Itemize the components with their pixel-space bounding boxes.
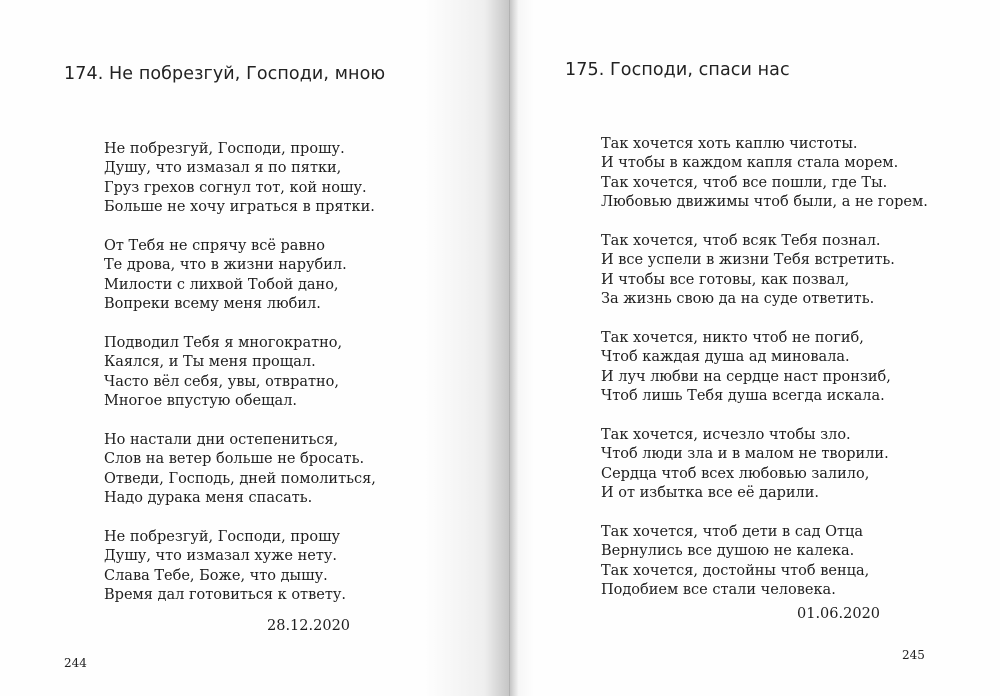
poem-body [104,140,376,606]
stanza [104,431,376,509]
poem-date: 28.12.2020 [267,618,351,634]
poem-line: Слов на ветер больше не бросать. [104,451,365,468]
poem-line: Так хочется, чтоб все пошли, где Ты. [601,174,888,191]
left-page [0,0,492,696]
stanza [601,426,928,504]
poem-line: Подводил Тебя я многократно, [104,335,343,352]
stanza [104,140,376,218]
poem-title: 174. Не побрезгуй, Господи, мною [64,64,386,84]
poem-line: Так хочется, исчезло чтобы зло. [601,427,851,444]
poem-line: Вернулись все душою не калека. [601,543,855,560]
poem-line: Не побрезгуй, Господи, прошу [104,529,341,546]
poem-line: Любовью движимы чтоб были, а не горем. [601,194,928,211]
page-number: 245 [902,648,925,662]
poem-line: Но настали дни остепениться, [104,432,339,449]
poem-line: Так хочется, достойны чтоб венца, [601,562,870,579]
poem-line: Многое впустую обещал. [104,393,298,410]
poem-line: Не побрезгуй, Господи, прошу. [104,141,345,157]
poem-line: Вопреки всему меня любил. [104,296,321,313]
poem-line: И от избытка все её дарили. [601,485,820,502]
poem-title: 175. Господи, спаси нас [565,60,790,80]
poem-line: От Тебя не спрячу всё равно [104,238,326,255]
poem-line: Груз грехов согнул тот, кой ношу. [104,179,367,196]
stanza [601,135,928,213]
poem-line: Так хочется, чтоб всяк Тебя познал. [601,233,881,250]
poem-line: Подобием все стали человека. [601,582,836,599]
poem-line: Больше не хочу играться в прятки. [104,199,375,216]
poem-line: Слава Тебе, Боже, что дышу. [104,567,328,584]
poem-body [601,135,928,601]
poem-line: Время дал готовиться к ответу. [104,587,346,604]
poem-line: За жизнь свою да на суде ответить. [601,291,875,308]
poem-line: И все успели в жизни Тебя встретить. [601,252,895,269]
poem-line: И чтобы все готовы, как позвал, [601,271,850,288]
stanza [601,523,928,601]
poem-line: Милости с лихвой Тобой дано, [104,276,339,293]
poem-line: Чтоб люди зла и в малом не творили. [601,446,889,463]
poem-line: Чтоб каждая душа ад миновала. [601,349,850,366]
stanza [601,329,928,407]
poem-line: Отведи, Господь, дней помолиться, [104,470,376,487]
poem-line: Чтоб лишь Тебя душа всегда искала. [601,388,885,405]
stanza [104,528,376,606]
stanza [104,237,376,315]
poem-line: Душу, что измазал хуже нету. [104,548,338,565]
poem-date: 01.06.2020 [797,606,881,622]
poem-line: И луч любви на сердце наст пронзиб, [601,368,891,385]
poem-line: Часто вёл себя, увы, отвратно, [104,373,340,390]
stanza [601,232,928,310]
poem-line: Те дрова, что в жизни нарубил. [104,257,347,274]
poem-line: Сердца чтоб всех любовью залило, [601,465,870,482]
book-spine [509,0,510,696]
poem-line: И чтобы в каждом капля стала морем. [601,155,899,172]
page-number: 244 [64,656,87,670]
poem-line: Так хочется хоть каплю чистоты. [601,136,858,152]
poem-line: Так хочется, никто чтоб не погиб, [601,330,864,347]
stanza [104,334,376,412]
poem-line: Каялся, и Ты меня прощал. [104,354,316,371]
poem-line: Так хочется, чтоб дети в сад Отца [601,524,864,541]
poem-line: Душу, что измазал я по пятки, [104,160,342,177]
book-gutter-shadow [424,0,534,696]
right-page [508,0,1000,696]
poem-line: Надо дурака меня спасать. [104,490,313,507]
